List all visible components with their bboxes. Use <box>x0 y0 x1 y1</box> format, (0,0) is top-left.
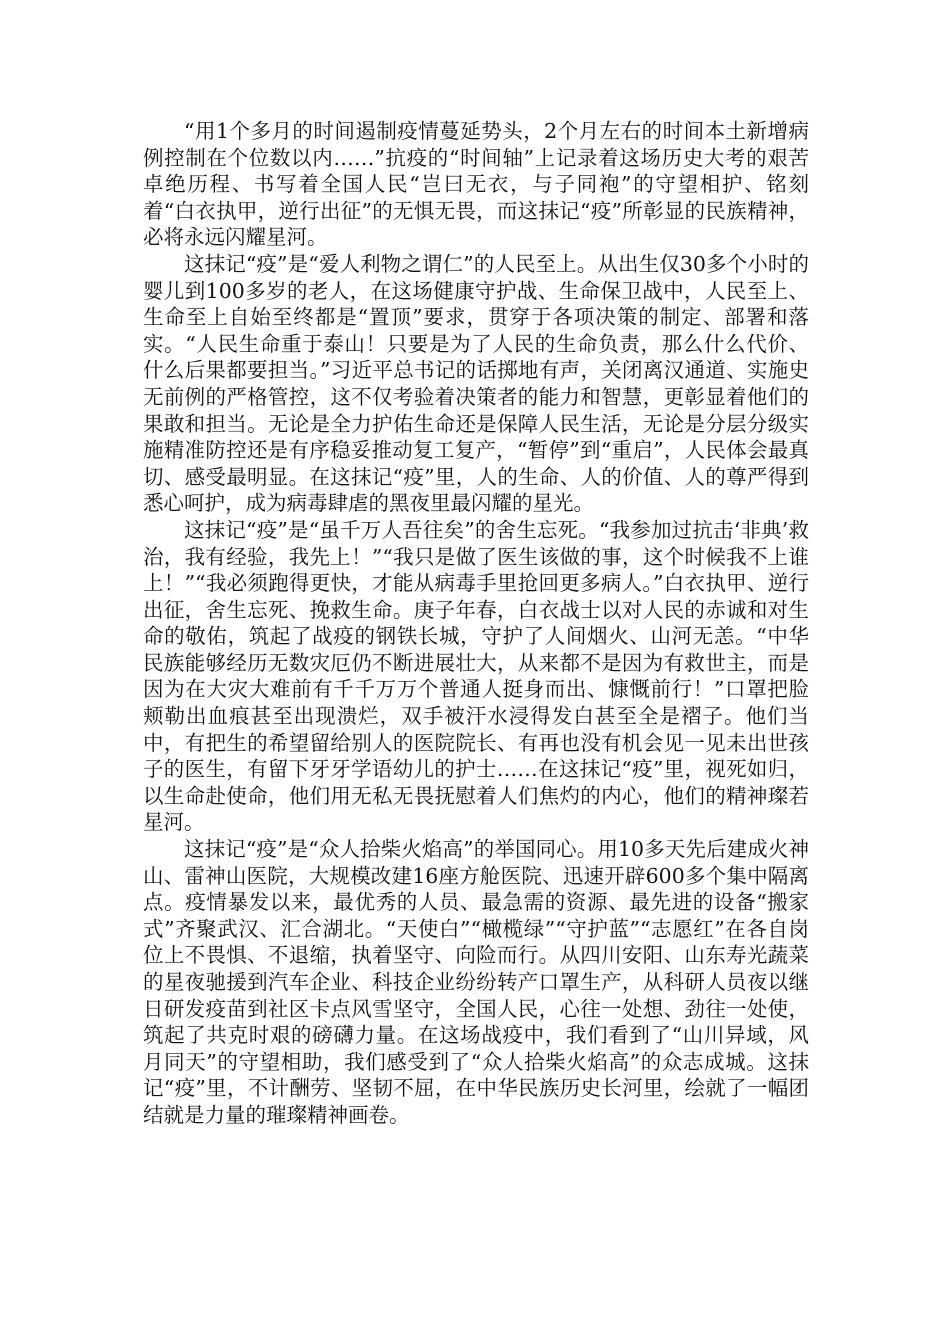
paragraph-2: 这抹记“疫”是“爱人利物之谓仁”的人民至上。从出生仅30多个小时的婴儿到100多岁的老人，在这场健康守护战、生命保卫战中，人民至上、生命至上自始至终都是“置顶”要求，贯穿于各项决策的制定、部署和落实。“人民生命重于泰山！只要是为了人民的生命负责，那么什么代价、什么后果都要担当。”习近平总书记的话掷地有声，关闭离汉通道、实施史无前例的严格管控，这不仅考验着决策者的能力和智慧，更彰显着他们的果敢和担当。无论是全力护佑生命还是保障人民生活，无论是分层分级实施精准防控还是有序稳妥推动复工复产，“暂停”到“重启”，人民体会最真切、感受最明显。在这抹记“疫”里，人的生命、人的价值、人的尊严得到悉心呵护，成为病毒肆虐的黑夜里最闪耀的星光。 <box>143 251 809 516</box>
paragraph-1: “用1个多月的时间遏制疫情蔓延势头，2个月左右的时间本土新增病例控制在个位数以内……”抗疫的“时间轴”上记录着这场历史大考的艰苦卓绝历程、书写着全国人民“岂曰无衣，与子同袍”的守望相护、铭刻着“白衣执甲，逆行出征”的无惧无畏，而这抹记“疫”所彰显的民族精神，必将永远闪耀星河。 <box>143 119 809 250</box>
paragraph-4: 这抹记“疫”是“众人拾柴火焰高”的举国同心。用10多天先后建成火神山、雷神山医院，大规模改建16座方舱医院、迅速开辟600多个集中隔离点。疫情暴发以来，最优秀的人员、最急需的资源、最先进的设备“搬家式”齐聚武汉、汇合湖北。“天使白”“橄榄绿”“守护蓝”“志愿红”在各自岗位上不畏惧、不退缩，执着坚守、向险而行。从四川安阳、山东寿光蔬菜的星夜驰援到汽车企业、科技企业纷纷转产口罩生产，从科研人员夜以继日研发疫苗到社区卡点风雪坚守，全国人民，心往一处想、劲往一处使，筑起了共克时艰的磅礴力量。在这场战疫中，我们看到了“山川异域，风月同天”的守望相助，我们感受到了“众人拾柴火焰高”的众志成城。这抹记“疫”里，不计酬劳、坚韧不屈，在中华民族历史长河里，绘就了一幅团结就是力量的璀璨精神画卷。 <box>143 837 809 1127</box>
document-body <box>143 118 809 1129</box>
paragraph-3: 这抹记“疫”是“虽千万人吾往矣”的舍生忘死。“我参加过抗击‘非典’救治，我有经验，我先上！”“我只是做了医生该做的事，这个时候我不上谁上！”“我必须跑得更快，才能从病毒手里抢回更多病人。”白衣执甲、逆行出征，舍生忘死、挽救生命。庚子年春，白衣战士以对人民的赤诚和对生命的敬佑，筑起了战疫的钢铁长城，守护了人间烟火、山河无恙。“中华民族能够经历无数灾厄仍不断进展壮大，从来都不是因为有救世主，而是因为在大灾大难前有千千万万个普通人挺身而出、慷慨前行！”口罩把脸颊勒出血痕甚至出现溃烂，双手被汗水浸得发白甚至全是褶子。他们当中，有把生的希望留给别人的医院院长、有再也没有机会见一见未出世孩子的医生，有留下牙牙学语幼儿的护士……在这抹记“疫”里，视死如归，以生命赴使命，他们用无私无畏抚慰着人们焦灼的内心，他们的精神璨若星河。 <box>143 517 809 835</box>
